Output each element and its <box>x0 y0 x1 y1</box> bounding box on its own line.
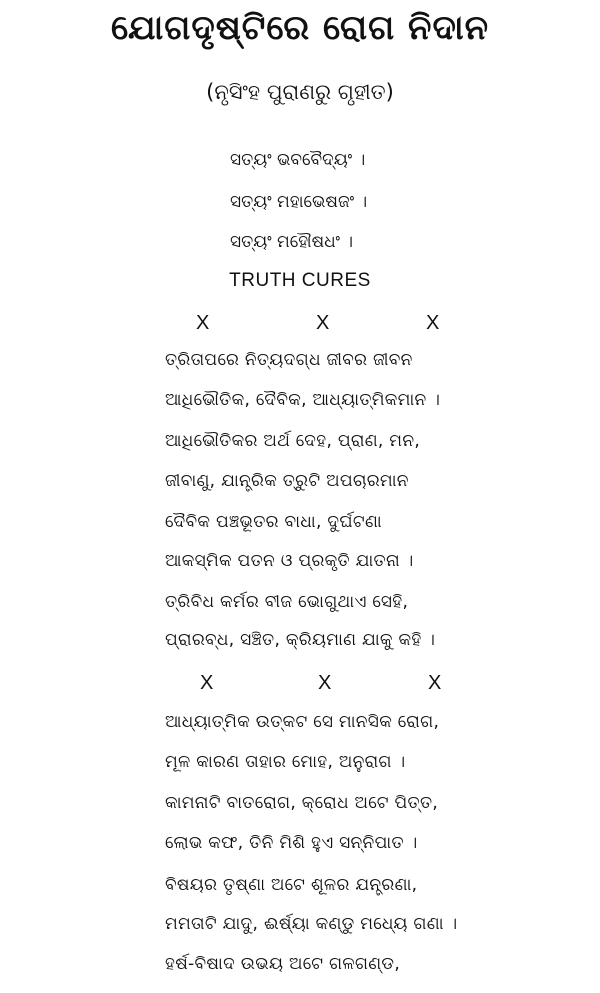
mantra-line: ସତ୍ୟଂ ମହୌଷଧଂ । <box>230 232 354 252</box>
separator-mark: X <box>318 672 332 694</box>
verse-line: ଜୀବାଣୁ, ଯାନ୍ତ୍ରିକ ତ୍ରୁଟି ଅପଚାରମାନ <box>165 471 409 491</box>
verse-line: ଆଧ୍ୟାତ୍ମିକ ଉତ୍କଟ ସେ ମାନସିକ ରୋଗ, <box>165 712 440 732</box>
verse-line: ଦୈବିକ ପଞ୍ଚଭୂତର ବାଧା, ଦୁର୍ଘଟଣା <box>165 512 382 532</box>
verse-line: ଆଧିଭୌତିକର ଅର୍ଥ ଦେହ, ପ୍ରାଣ, ମନ, <box>165 431 421 451</box>
separator-mark: X <box>316 312 330 334</box>
verse-line: କାମନାଟି ବାତରୋଗ, କ୍ରୋଧ ଅଟେ ପିତ୍ତ, <box>165 793 439 813</box>
page-title: ଯୋଗଦୃଷ୍ଟିରେ ରୋଗ ନିଦାନ <box>110 8 490 48</box>
verse-line: ମମତାଟି ଯାଦୁ, ଈର୍ଷ୍ୟା କଣ୍ଡୁ ମଧ୍ୟେ ଗଣା । <box>165 914 458 934</box>
separator-mark: X <box>196 312 210 334</box>
verse-line: ତ୍ରିତାପରେ ନିତ୍ୟଦଗ୍ଧ ଜୀବର ଜୀବନ <box>165 350 413 370</box>
verse-line: ପ୍ରାରବ୍ଧ, ସଞ୍ଚିତ, କ୍ରିୟମାଣ ଯାକୁ କହି । <box>165 630 436 650</box>
separator-mark: X <box>428 672 442 694</box>
verse-line: ତ୍ରିବିଧ କର୍ମର ବୀଜ ଭୋଗୁଥାଏ ସେହି, <box>165 592 409 612</box>
verse-line: ମୂଳ କାରଣ ତାହାର ମୋହ, ଅନୁରାଗ । <box>165 752 406 772</box>
separator-mark: X <box>426 312 440 334</box>
page-subtitle: (ନୃସିଂହ ପୁରାଣରୁ ଗୃହୀତ) <box>206 80 394 104</box>
truth-cures-line: TRUTH CURES <box>229 270 371 291</box>
separator-mark: X <box>200 672 214 694</box>
mantra-line: ସତ୍ୟଂ ମହାଭେଷଜଂ । <box>230 192 368 212</box>
verse-line: ଆକସ୍ମିକ ପତନ ଓ ପ୍ରକୃତି ଯାତନା । <box>165 551 414 571</box>
verse-line: ଲୋଭ କଫ, ତିନି ମିଶି ହୁଏ ସନ୍ନିପାତ । <box>165 833 418 853</box>
verse-line: ହର୍ଷ-ବିଷାଦ ଉଭୟ ଅଟେ ଗଳଗଣ୍ଡ, <box>165 954 401 974</box>
mantra-line: ସତ୍ୟଂ ଭବବୈଦ୍ୟଂ । <box>230 150 366 170</box>
verse-line: ବିଷୟର ତୃଷ୍ଣା ଅଟେ ଶୂଳର ଯନ୍ତ୍ରଣା, <box>165 875 418 895</box>
verse-line: ଆଧିଭୌତିକ, ଦୈବିକ, ଆଧ୍ୟାତ୍ମିକମାନ । <box>165 390 441 410</box>
